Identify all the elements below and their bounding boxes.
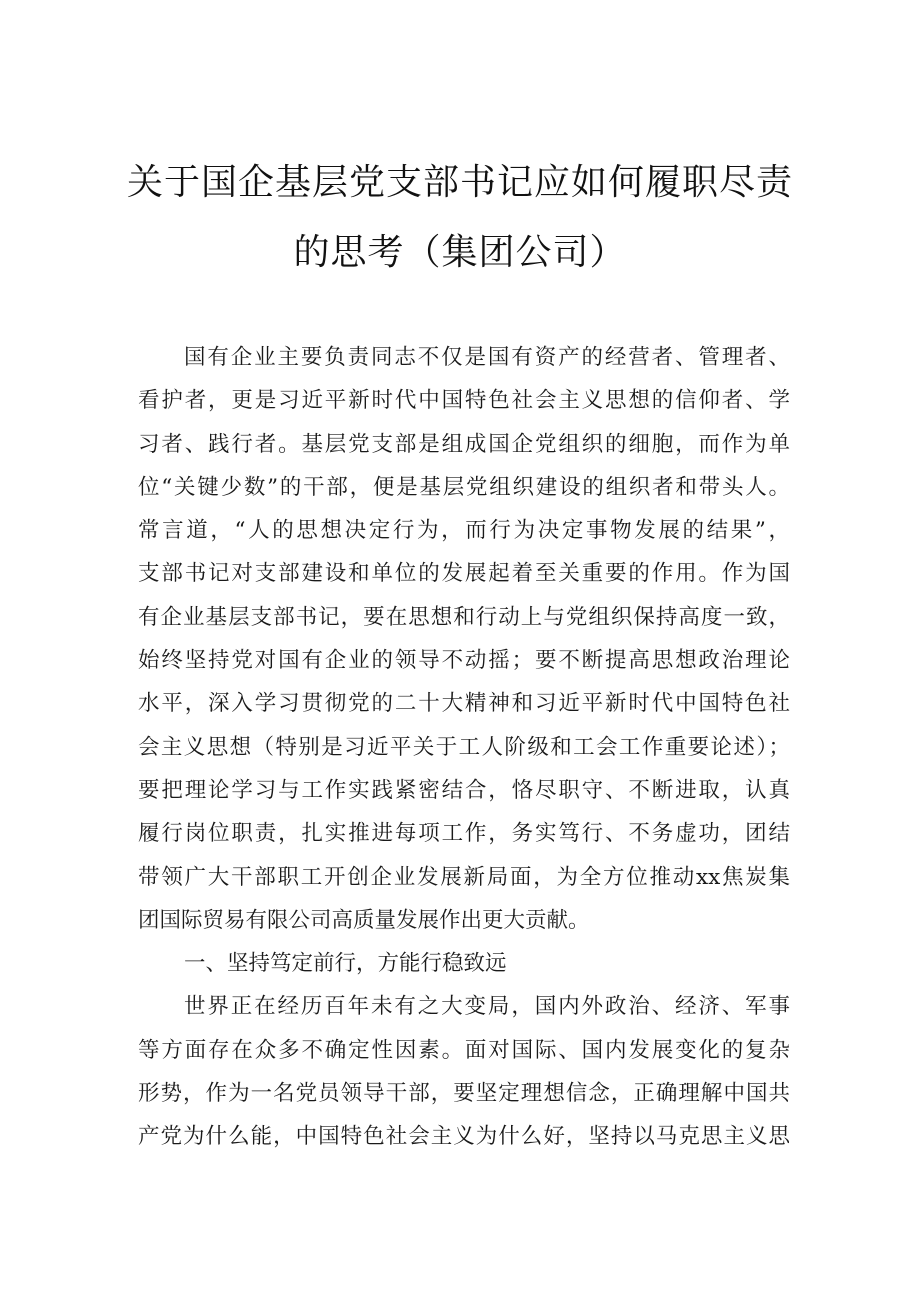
paragraph-1-line-10: 会主义思想（特别是习近平关于工人阶级和工会工作重要论述）； — [138, 734, 790, 760]
paragraph-2-line-1: 世界正在经历百年未有之大变局，国内外政治、经济、军事 — [184, 994, 790, 1020]
paragraph-1-line-5: 常言道，“人的思想决定行为，而行为决定事物发展的结果”， — [138, 518, 790, 544]
paragraph-2-line-3: 形势，作为一名党员领导干部，要坚定理想信念，正确理解中国共 — [138, 1081, 790, 1107]
paragraph-1-line-2: 看护者，更是习近平新时代中国特色社会主义思想的信仰者、学 — [138, 388, 790, 414]
paragraph-1-line-1: 国有企业主要负责同志不仅是国有资产的经营者、管理者、 — [184, 345, 790, 370]
paragraph-1-line-14: 团国际贸易有限公司高质量发展作出更大贡献。 — [138, 907, 590, 933]
document-title-line-2: 的思考（集团公司） — [293, 232, 627, 273]
document-title-line-1: 关于国企基层党支部书记应如何履职尽责 — [126, 162, 793, 203]
paragraph-1-line-12: 履行岗位职责，扎实推进每项工作，务实笃行、不务虚功，团结 — [138, 821, 790, 847]
paragraph-1-line-7: 有企业基层支部书记，要在思想和行动上与党组织保持高度一致， — [138, 604, 790, 630]
paragraph-1-line-11: 要把理论学习与工作实践紧密结合，恪尽职守、不断进取，认真 — [138, 777, 790, 803]
paragraph-1-line-4: 位“关键少数”的干部，便是基层党组织建设的组织者和带头人。 — [138, 474, 790, 500]
paragraph-1-line-13: 带领广大干部职工开创企业发展新局面，为全方位推动xx焦炭集 — [138, 864, 790, 890]
paragraph-1-line-3: 习者、践行者。基层党支部是组成国企党组织的细胞，而作为单 — [138, 431, 790, 457]
document-body — [138, 336, 790, 1159]
paragraph-1-line-9: 水平，深入学习贯彻党的二十大精神和习近平新时代中国特色社 — [138, 691, 790, 717]
paragraph-1-line-6: 支部书记对支部建设和单位的发展起着至关重要的作用。作为国 — [138, 561, 790, 587]
section-1-heading: 一、坚持笃定前行，方能行稳致远 — [184, 951, 507, 977]
paragraph-2-line-2: 等方面存在众多不确定性因素。面对国际、国内发展变化的复杂 — [138, 1037, 790, 1063]
paragraph-1-line-8: 始终坚持党对国有企业的领导不动摇；要不断提高思想政治理论 — [138, 648, 790, 674]
paragraph-2-line-4: 产党为什么能，中国特色社会主义为什么好，坚持以马克思主义思 — [138, 1124, 790, 1150]
